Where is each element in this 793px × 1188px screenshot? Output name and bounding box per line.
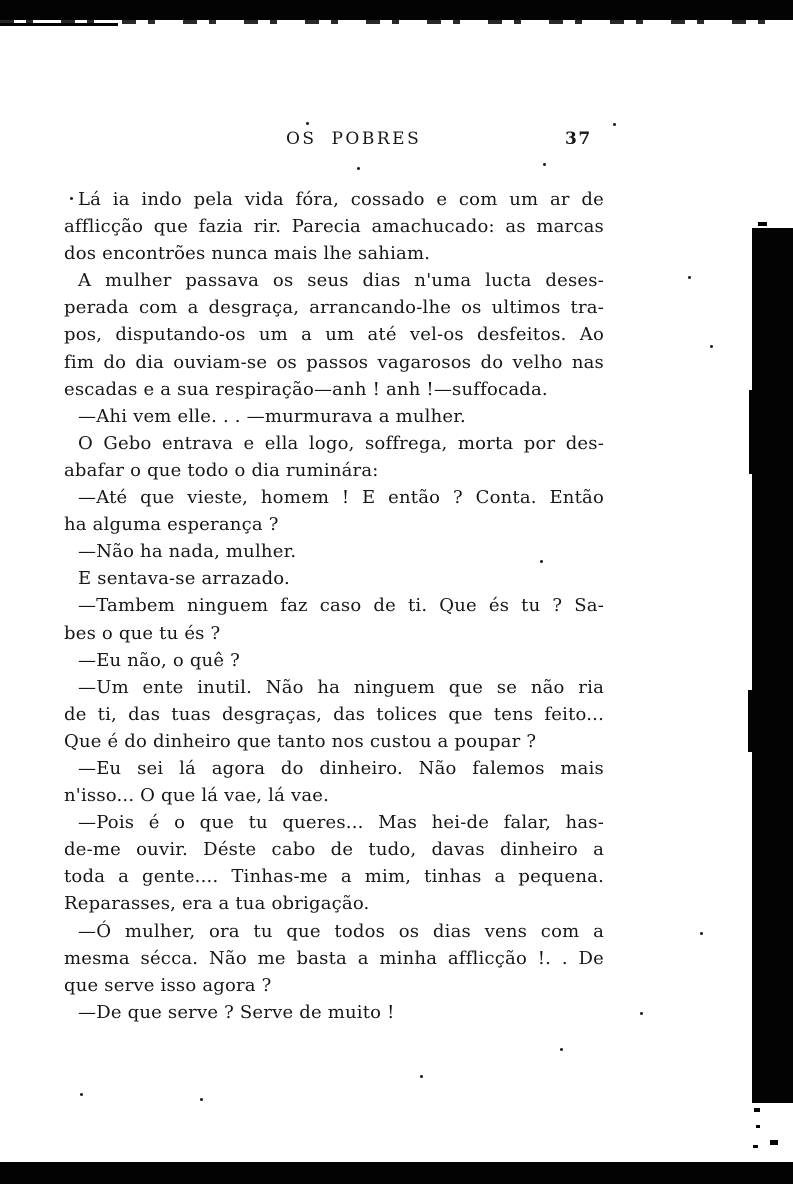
text-line: n'isso... O que lá vae, lá vae. — [64, 785, 330, 807]
running-title: OS POBRES — [286, 129, 422, 149]
text-line: —Tambem ninguem faz caso de ti. Que és tu ? Sa- — [78, 595, 604, 617]
scan-edge-speck — [758, 222, 767, 226]
scan-speckle — [753, 1145, 758, 1148]
scan-edge-notch — [748, 690, 752, 752]
scan-speckle — [640, 1012, 643, 1015]
scan-speckle — [710, 345, 713, 348]
text-line: —Ahi vem elle. . . —murmurava a mulher. — [78, 405, 466, 427]
text-line: de ti, das tuas desgraças, das tolices que tens feito... — [64, 703, 604, 725]
text-line: fim do dia ouviam-se os passos vagarosos do velho nas — [64, 351, 604, 373]
scan-speckle — [543, 163, 546, 166]
text-line: —Ó mulher, ora tu que todos os dias vens com a — [78, 920, 604, 942]
text-line: —Eu sei lá agora do dinheiro. Não falemos mais — [78, 757, 604, 779]
scan-edge-band-top — [0, 0, 793, 20]
scan-speckle — [420, 1075, 423, 1078]
scan-edge-streak — [0, 23, 118, 26]
scan-speckle — [80, 1093, 83, 1096]
text-line: Que é do dinheiro que tanto nos custou a poupar ? — [64, 730, 537, 752]
text-line: —Não ha nada, mulher. — [78, 541, 297, 563]
text-line: O Gebo entrava e ella logo, soffrega, morta por des- — [78, 432, 604, 454]
text-line: pos, disputando-os um a um até vel-os desfeitos. Ao — [64, 324, 604, 346]
text-line: abafar o que todo o dia ruminára: — [64, 459, 379, 481]
scan-speckle — [756, 1125, 760, 1128]
text-line: —Até que vieste, homem ! E então ? Conta. Então — [78, 487, 604, 509]
scan-speckle — [700, 932, 703, 935]
text-line: mesma sécca. Não me basta a minha afflicção !. . De — [64, 947, 604, 969]
scan-speckle — [754, 1108, 760, 1112]
scan-speckle — [306, 122, 309, 125]
text-line: Lá ia indo pela vida fóra, cossado e com um ar de — [78, 189, 604, 210]
text-line: afflicção que fazia rir. Parecia amachucado: as marcas — [64, 216, 604, 238]
text-line: toda a gente.... Tinhas-me a mim, tinhas a pequena. — [64, 866, 604, 888]
scan-edge-band-top-ragged — [0, 20, 793, 24]
text-line: Reparasses, era a tua obrigação. — [64, 893, 370, 915]
text-line: A mulher passava os seus dias n'uma lucta deses- — [78, 270, 604, 292]
text-line: bes o que tu és ? — [64, 622, 221, 644]
text-line: —Eu não, o quê ? — [78, 649, 240, 671]
text-line: ha alguma esperança ? — [64, 514, 279, 536]
text-line: que serve isso agora ? — [64, 974, 272, 996]
scan-speckle — [613, 123, 616, 126]
scan-edge-notch — [749, 390, 752, 474]
text-line: escadas e a sua respiração—anh ! anh !—suffocada. — [64, 378, 548, 400]
scan-edge-band-right — [752, 228, 793, 1103]
scan-speckle — [200, 1098, 203, 1101]
scan-speckle — [357, 167, 360, 170]
scan-speckle — [770, 1140, 778, 1145]
body-text-block — [64, 186, 604, 1026]
scan-speckle — [540, 560, 543, 563]
scan-speckle — [688, 276, 691, 279]
text-line: —Um ente inutil. Não ha ninguem que se não ria — [78, 676, 604, 698]
scan-speckle — [560, 1048, 563, 1051]
text-line: perada com a desgraça, arrancando-lhe os ultimos tra- — [64, 297, 604, 319]
scan-speckle — [70, 197, 73, 200]
text-line: E sentava-se arrazado. — [78, 568, 290, 590]
text-line: —De que serve ? Serve de muito ! — [78, 1001, 395, 1023]
text-line: dos encontrões nunca mais lhe sahiam. — [64, 243, 431, 265]
page-number: 37 — [565, 129, 592, 149]
text-line: —Pois é o que tu queres... Mas hei-de falar, has- — [78, 812, 604, 834]
text-line: de-me ouvir. Déste cabo de tudo, davas dinheiro a — [64, 839, 604, 861]
scan-edge-band-bottom — [0, 1162, 793, 1184]
